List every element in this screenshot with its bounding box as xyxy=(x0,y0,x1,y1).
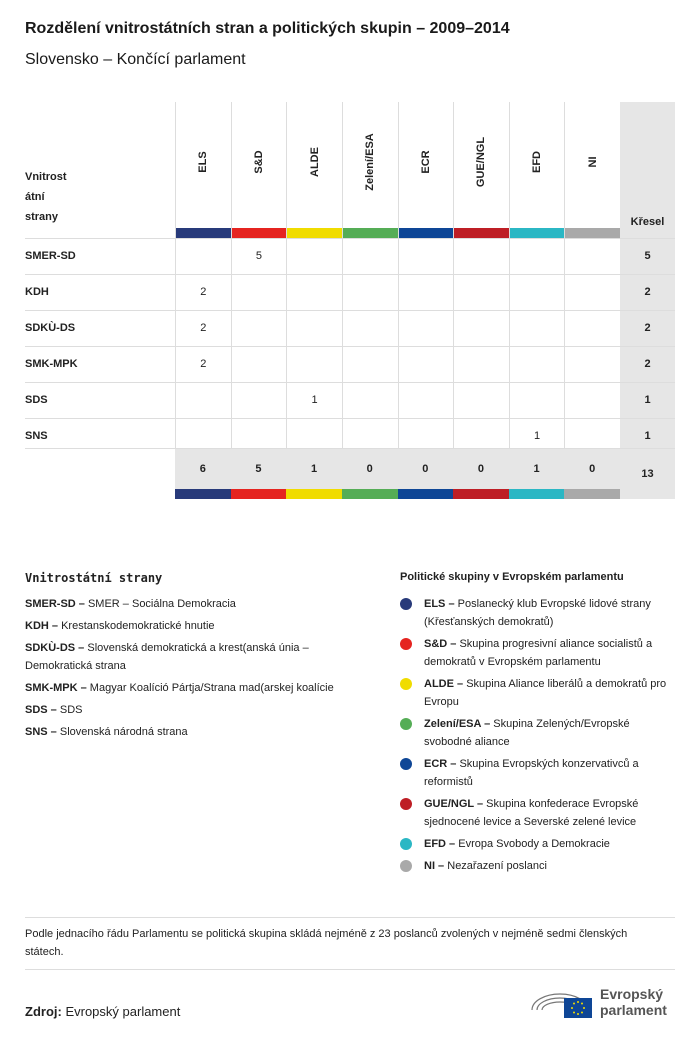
group-color-bar xyxy=(509,489,565,499)
group-color-bar xyxy=(175,489,231,499)
divider xyxy=(25,969,675,970)
seat-cell xyxy=(343,311,399,346)
row-header-line: strany xyxy=(25,211,59,223)
party-code: SMK-MPK – xyxy=(25,682,87,694)
row-total: 1 xyxy=(620,383,675,418)
party-code: SNS – xyxy=(25,726,57,738)
group-color-bar xyxy=(286,489,342,499)
party-code: SMER-SD – xyxy=(25,598,85,610)
source-label: Zdroj: xyxy=(25,1004,62,1019)
seat-cell xyxy=(565,347,621,382)
group-code-label: ELS xyxy=(197,151,210,173)
seat-cell: 2 xyxy=(176,311,232,346)
seat-cell xyxy=(510,383,566,418)
legend-dot-icon xyxy=(400,678,412,690)
seat-cell: 2 xyxy=(176,275,232,310)
group-columns xyxy=(175,102,621,238)
row-cells xyxy=(175,239,621,274)
seat-cell xyxy=(510,239,566,274)
divider xyxy=(25,917,675,918)
row-header-label xyxy=(25,167,95,227)
seat-cell xyxy=(287,311,343,346)
seat-cell xyxy=(565,311,621,346)
seat-cell xyxy=(565,275,621,310)
group-color-bar xyxy=(343,228,398,238)
group-total-value: 1 xyxy=(311,463,318,475)
party-full-name: Slovenská národná strana xyxy=(59,726,188,738)
group-code-label: EFD xyxy=(531,151,544,173)
group-total-value: 0 xyxy=(422,463,429,475)
logo-text xyxy=(600,986,667,1018)
row-cells xyxy=(175,311,621,346)
party-full-name: Slovenská demokratická a krest(anská únia – Demokratická strana xyxy=(25,642,309,672)
party-code: SDKÙ-DS – xyxy=(25,642,85,654)
group-code: Zelení/ESA – xyxy=(424,718,491,730)
group-color-bar xyxy=(565,228,620,238)
group-color-bar xyxy=(398,489,454,499)
group-legend-entry xyxy=(400,857,680,875)
group-code: EFD – xyxy=(424,838,456,850)
group-color-bar xyxy=(287,228,342,238)
seat-cell: 1 xyxy=(287,383,343,418)
group-code-label: NI xyxy=(586,156,599,168)
seat-cell: 5 xyxy=(232,239,288,274)
totals-cells xyxy=(175,449,620,499)
group-color-bar xyxy=(399,228,454,238)
european-parliament-logo-icon xyxy=(528,980,594,1020)
group-legend-entry xyxy=(400,835,680,853)
table-header xyxy=(25,102,675,238)
group-code: GUE/NGL – xyxy=(424,798,484,810)
group-total-value: 5 xyxy=(255,463,262,475)
group-legend-entry xyxy=(400,755,680,791)
party-full-name: SDS xyxy=(59,704,83,716)
group-code: ECR – xyxy=(424,758,457,770)
group-full-name: Skupina progresivní aliance socialistů a demokratů v Evropském parlamentu xyxy=(424,638,653,668)
legend-dot-icon xyxy=(400,838,412,850)
row-total: 2 xyxy=(620,311,675,346)
seat-cell xyxy=(232,347,288,382)
seat-cell xyxy=(343,383,399,418)
seat-cell: 1 xyxy=(510,419,566,454)
group-full-name: Evropa Svobody a Demokracie xyxy=(458,838,610,850)
party-name: SNS xyxy=(25,430,48,442)
legend-dot-icon xyxy=(400,638,412,650)
row-cells xyxy=(175,347,621,382)
table-row xyxy=(25,346,675,382)
seat-cell xyxy=(287,275,343,310)
group-legend-entry xyxy=(400,795,680,831)
seat-cell xyxy=(510,311,566,346)
group-full-name: Skupina konfederace Evropské sjednocené levice a Severské zelené levice xyxy=(424,798,639,828)
party-name: SDKÙ-DS xyxy=(25,322,76,334)
group-column-header xyxy=(287,102,343,238)
seat-cell xyxy=(232,311,288,346)
group-total-cell xyxy=(509,449,565,499)
group-total-cell xyxy=(342,449,398,499)
party-name: SDS xyxy=(25,394,48,406)
group-legend-entry xyxy=(400,595,680,631)
seat-cell xyxy=(232,275,288,310)
legend-dot-icon xyxy=(400,798,412,810)
logo-line: parlament xyxy=(600,1002,667,1018)
group-legend-entry xyxy=(400,635,680,671)
group-total-cell xyxy=(564,449,620,499)
seat-cell xyxy=(454,383,510,418)
group-total-cell xyxy=(453,449,509,499)
group-legend-entry xyxy=(400,715,680,751)
party-full-name: SMER – Sociálna Demokracia xyxy=(87,598,236,610)
national-legend-heading: Vnitrostátní strany xyxy=(25,571,163,585)
national-party-entry xyxy=(25,595,365,613)
group-code-label: Zelení/ESA xyxy=(364,133,377,191)
group-code-label: S&D xyxy=(252,150,265,174)
group-color-bar xyxy=(231,489,287,499)
page-subtitle: Slovensko – Končící parlament xyxy=(25,51,246,68)
row-total: 2 xyxy=(620,347,675,382)
seat-cell xyxy=(343,347,399,382)
group-code-label: ALDE xyxy=(308,147,321,177)
group-total-value: 6 xyxy=(199,463,206,475)
group-color-bar xyxy=(453,489,509,499)
seat-cell xyxy=(565,239,621,274)
party-full-name: Magyar Koalíció Pártja/Strana mad(arskej koalície xyxy=(89,682,334,694)
seat-cell xyxy=(510,275,566,310)
group-total-cell xyxy=(398,449,454,499)
group-color-bar xyxy=(564,489,620,499)
legend-dot-icon xyxy=(400,718,412,730)
seat-cell xyxy=(454,311,510,346)
group-color-bar xyxy=(510,228,565,238)
group-code: S&D – xyxy=(424,638,457,650)
group-code-label: GUE/NGL xyxy=(475,136,488,188)
seat-cell xyxy=(399,239,455,274)
party-name: SMK-MPK xyxy=(25,358,78,370)
table-row xyxy=(25,238,675,274)
group-full-name: Nezařazení poslanci xyxy=(447,860,547,872)
party-name: KDH xyxy=(25,286,49,298)
seat-cell xyxy=(399,347,455,382)
table-row xyxy=(25,382,675,418)
row-cells xyxy=(175,275,621,310)
group-total-cell xyxy=(175,449,231,499)
national-party-entry xyxy=(25,701,365,719)
footnote: Podle jednacího řádu Parlamentu se politická skupina skládá nejméně z 23 poslanců zvolených v nejméně sedmi členských státech. xyxy=(25,928,628,958)
group-code-label: ECR xyxy=(419,150,432,174)
seat-cell xyxy=(399,311,455,346)
group-code: ELS – xyxy=(424,598,455,610)
party-name: SMER-SD xyxy=(25,250,76,262)
seat-cell xyxy=(176,239,232,274)
group-full-name: Skupina Evropských konzervativců a reformistů xyxy=(424,758,639,788)
logo-line: Evropský xyxy=(600,986,664,1002)
total-column-header xyxy=(620,102,675,238)
source-line xyxy=(25,1004,180,1019)
group-full-name: Poslanecký klub Evropské lidové strany (Křesťanských demokratů) xyxy=(424,598,651,628)
source-value: Evropský parlament xyxy=(65,1004,181,1019)
group-code: ALDE – xyxy=(424,678,464,690)
page-title: Rozdělení vnitrostátních stran a politických skupin – 2009–2014 xyxy=(25,20,510,37)
row-header-line: átní xyxy=(25,191,45,203)
seat-cell xyxy=(176,383,232,418)
table-totals-row xyxy=(25,448,675,499)
legend-dot-icon xyxy=(400,860,412,872)
national-party-entry xyxy=(25,723,365,741)
european-parliament-logo xyxy=(528,980,678,1020)
row-total: 1 xyxy=(620,419,675,454)
group-column-header xyxy=(510,102,566,238)
row-header-line: Vnitrost xyxy=(25,171,67,183)
group-total-value: 0 xyxy=(589,463,596,475)
total-header-label: Křesel xyxy=(630,216,665,228)
group-legend-entry xyxy=(400,675,680,711)
national-party-entry xyxy=(25,679,365,697)
seat-cell xyxy=(232,383,288,418)
national-party-entry xyxy=(25,639,365,675)
legend-dot-icon xyxy=(400,598,412,610)
national-party-entry xyxy=(25,617,365,635)
seat-cell xyxy=(454,347,510,382)
group-color-bar xyxy=(176,228,231,238)
group-color-bar xyxy=(342,489,398,499)
seat-cell xyxy=(454,275,510,310)
party-full-name: Krestanskodemokratické hnutie xyxy=(61,620,215,632)
seat-cell xyxy=(343,239,399,274)
party-code: KDH – xyxy=(25,620,59,632)
seat-cell xyxy=(399,383,455,418)
row-total: 2 xyxy=(620,275,675,310)
group-column-header xyxy=(232,102,288,238)
legend-dot-icon xyxy=(400,758,412,770)
group-total-value: 1 xyxy=(533,463,540,475)
seat-cell xyxy=(565,383,621,418)
political-groups-legend xyxy=(400,571,680,879)
grand-total: 13 xyxy=(620,449,675,499)
group-code: NI – xyxy=(424,860,445,872)
row-total: 5 xyxy=(620,239,675,274)
table-row xyxy=(25,310,675,346)
group-column-header xyxy=(454,102,510,238)
row-cells xyxy=(175,383,621,418)
group-color-bar xyxy=(454,228,509,238)
group-full-name: Skupina Aliance liberálů a demokratů pro Evropu xyxy=(424,678,667,708)
group-legend-heading: Politické skupiny v Evropském parlamentu xyxy=(400,571,624,583)
seat-cell: 2 xyxy=(176,347,232,382)
table-row xyxy=(25,274,675,310)
group-total-value: 0 xyxy=(366,463,373,475)
group-total-value: 0 xyxy=(477,463,484,475)
group-total-cell xyxy=(231,449,287,499)
seat-cell xyxy=(287,347,343,382)
group-column-header xyxy=(565,102,621,238)
group-column-header xyxy=(176,102,232,238)
seat-cell xyxy=(510,347,566,382)
seat-cell xyxy=(399,275,455,310)
seat-cell xyxy=(343,275,399,310)
group-column-header xyxy=(343,102,399,238)
group-color-bar xyxy=(232,228,287,238)
group-total-cell xyxy=(286,449,342,499)
seat-cell xyxy=(454,239,510,274)
group-full-name: Skupina Zelených/Evropské svobodné aliance xyxy=(424,718,630,748)
table-body xyxy=(25,238,675,454)
group-column-header xyxy=(399,102,455,238)
national-parties-legend xyxy=(25,571,365,745)
seat-cell xyxy=(287,239,343,274)
party-code: SDS – xyxy=(25,704,57,716)
